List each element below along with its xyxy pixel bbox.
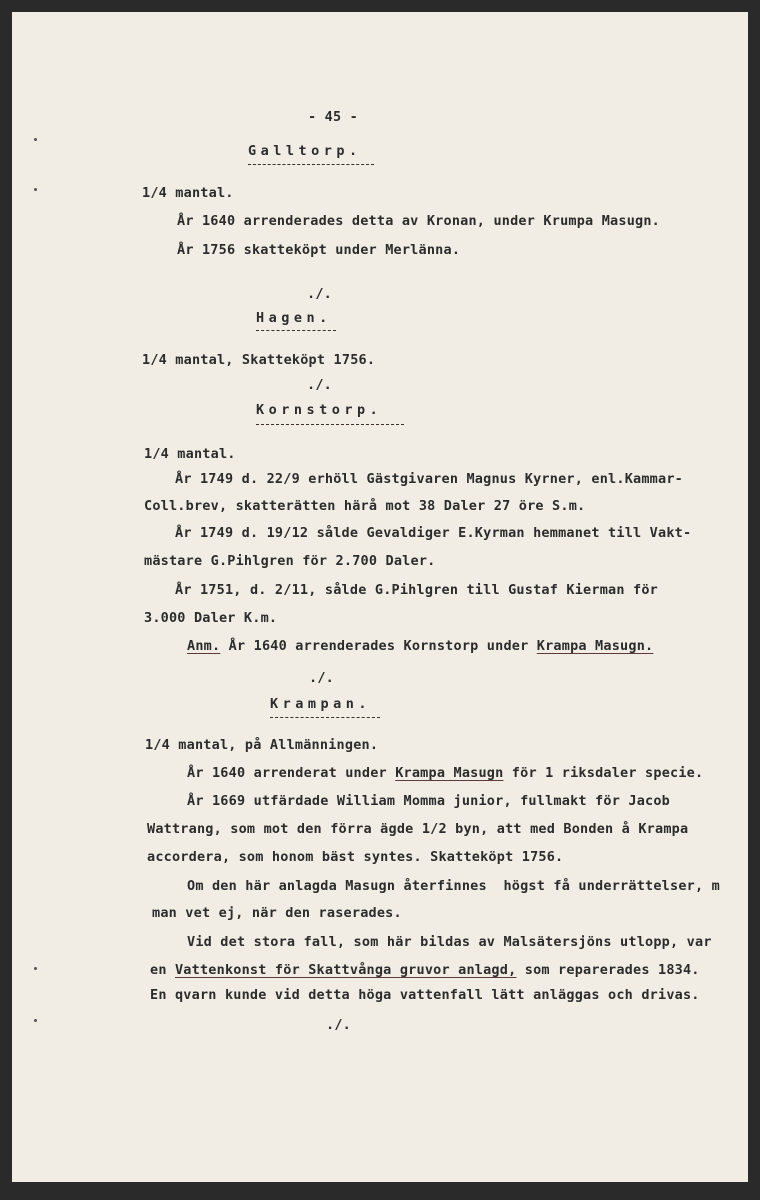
text-line: En qvarn kunde vid detta höga vattenfall lätt anläggas och drivas. [150,987,700,1003]
punch-hole [34,1019,37,1022]
punch-hole [34,188,37,191]
section-heading-krampan: Krampan. [270,696,372,712]
text-line: 1/4 mantal, Skatteköpt 1756. [142,352,376,368]
text-line: mästare G.Pihlgren för 2.700 Daler. [144,553,436,569]
text-line: År 1751, d. 2/11, sålde G.Pihlgren till Gustaf Kierman för [175,582,659,598]
text-line: Coll.brev, skatterätten härå mot 38 Daler 27 öre S.m. [144,498,586,514]
text-line: 3.000 Daler K.m. [144,610,278,626]
annotation-text: År 1640 arrenderades Kornstorp under [228,638,529,654]
section-heading-kornstorp: Kornstorp. [256,402,383,418]
text-fragment: Om den här anlagda Masugn återfinnes [187,878,487,894]
text-line: accordera, som honom bäst syntes. Skatteköpt 1756. [147,849,564,865]
text-line: 1/4 mantal. [144,446,236,462]
text-fragment: en [150,962,167,978]
annotation-label: Anm. [187,638,221,654]
section-heading-galltorp: Galltorp. [248,143,362,159]
annotation-place: Krampa Masugn. [536,638,654,654]
text-line: År 1640 arrenderades detta av Kronan, under Krumpa Masugn. [177,213,661,229]
page-number: - 45 - [308,109,358,125]
annotation-line [187,638,653,654]
section-heading-hagen: Hagen. [256,310,332,326]
text-fragment: för 1 riksdaler specie. [511,765,704,781]
separator: ./. [307,286,332,302]
text-line: År 1749 d. 22/9 erhöll Gästgivaren Magnus Kyrner, enl.Kammar- [175,471,683,487]
separator: ./. [307,377,332,393]
separator: ./. [309,670,334,686]
separator: ./. [326,1017,351,1033]
document-page [12,12,748,1182]
text-line: Wattrang, som mot den förra ägde 1/2 byn, att med Bonden å Krampa [147,821,689,837]
text-fragment: År 1640 arrenderat under [187,765,387,781]
text-line: År 1749 d. 19/12 sålde Gevaldiger E.Kyrman hemmanet till Vakt- [175,525,692,541]
text-fragment: som reparerades 1834. [524,962,700,978]
text-line: 1/4 mantal. [142,185,234,201]
heading-underline [256,424,404,425]
punch-hole [34,967,37,970]
text-line [187,878,720,894]
text-line: Vid det stora fall, som här bildas av Malsätersjöns utlopp, var [187,934,712,950]
text-fragment: högst få underrättelser, m [503,878,720,894]
heading-underline [270,717,380,718]
place-name: Krampa Masugn [395,765,504,781]
text-line [150,962,700,978]
text-line: År 1756 skatteköpt under Merlänna. [177,242,461,258]
text-line: År 1669 utfärdade William Momma junior, fullmakt för Jacob [187,793,671,809]
heading-underline [256,330,336,331]
heading-underline [248,164,374,165]
text-line: man vet ej, när den raserades. [152,905,402,921]
place-name: Vattenkonst för Skattvånga gruvor anlagd, [174,962,517,978]
punch-hole [34,138,37,141]
text-line: 1/4 mantal, på Allmänningen. [145,737,379,753]
text-line [187,765,703,781]
